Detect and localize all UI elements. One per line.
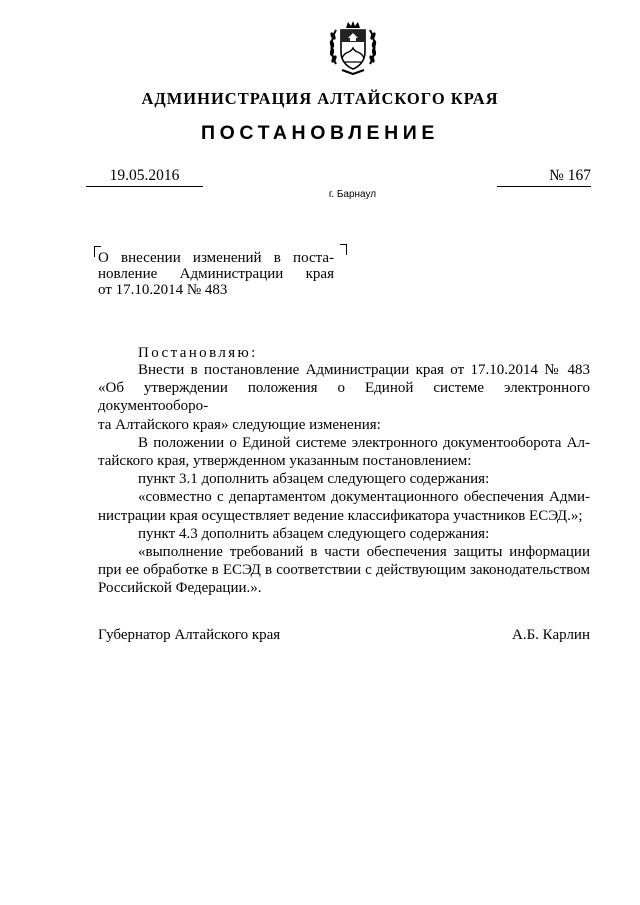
body-line: нистрации края осуществляет ведение классификатора участников ЕСЭД.»;: [98, 507, 583, 524]
subject-line: новление Администрации края: [98, 266, 334, 282]
body-line: та Алтайского края» следующие изменения:: [98, 416, 381, 433]
signatory-title: Губернатор Алтайского края: [98, 627, 281, 643]
body-line: пункт 4.3 дополнить абзацем следующего содержания:: [138, 525, 490, 542]
document-city: г. Барнаул: [328, 189, 377, 200]
body-line: тайского края, утвержденном указанным постановлением:: [98, 453, 472, 470]
body-line: В положении о Единой системе электронного документооборота Ал-: [138, 434, 590, 451]
subject-bracket-right: [340, 244, 347, 255]
body-line: при ее обработке в ЕСЭД в соответствии с действующим законодательством: [98, 562, 590, 579]
document-body: [98, 361, 590, 598]
organization-title: АДМИНИСТРАЦИЯ АЛТАЙСКОГО КРАЯ: [141, 89, 499, 108]
signatory-name: А.Б. Карлин: [511, 627, 590, 643]
subject-line: О внесении изменений в поста-: [98, 250, 334, 266]
document-type-title: ПОСТАНОВЛЕНИЕ: [201, 122, 439, 144]
document-number: № 167: [497, 167, 591, 187]
body-line: «Об утверждении положения о Единой системе электронного документооборо-: [98, 380, 590, 415]
body-line: Российской Федерации.».: [98, 580, 262, 597]
resolve-word: Постановляю:: [138, 345, 258, 361]
document-date: 19.05.2016: [86, 167, 203, 187]
subject-line: от 17.10.2014 № 483: [98, 282, 228, 298]
document-subject: [98, 250, 334, 298]
body-line: «совместно с департаментом документационного обеспечения Адми-: [138, 489, 590, 506]
coat-of-arms-icon: [328, 20, 378, 76]
body-line: «выполнение требований в части обеспечения защиты информации: [138, 544, 590, 561]
body-line: Внести в постановление Администрации края от 17.10.2014 № 483: [138, 362, 590, 378]
body-line: пункт 3.1 дополнить абзацем следующего содержания:: [138, 471, 490, 488]
